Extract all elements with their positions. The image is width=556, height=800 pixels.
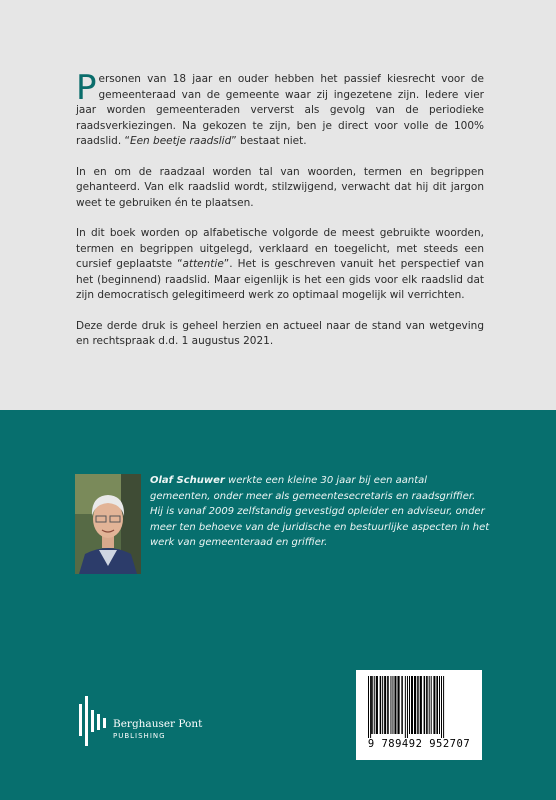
- back-cover-blurb: [76, 68, 484, 365]
- drop-cap-letter: P: [76, 68, 97, 108]
- author-portrait-icon: [75, 474, 141, 574]
- publisher-logo-icon: [75, 696, 109, 746]
- author-name: Olaf Schuwer: [150, 475, 225, 486]
- barcode-icon: [356, 670, 482, 740]
- blurb-paragraph-4: Deze derde druk is geheel herzien en actueel naar de stand van wetgeving en rechtspraak d.d. 1 augustus 2021.: [76, 319, 484, 347]
- blurb-paragraph-1: [76, 68, 484, 150]
- isbn-barcode: [356, 670, 482, 760]
- author-bio: [150, 473, 490, 551]
- blurb-paragraph-3-end: ”. Het is geschreven vanuit het perspectief van het (beginnend) raadslid. Maar eigenlijk is het een gids voor elk raadslid dat zijn democratisch gelegitimeerd werk zo optimaal mogelijk wil verrichten.: [76, 258, 484, 301]
- isbn-number: 9 789492 952707: [367, 738, 471, 750]
- blurb-paragraph-1-italic: Een beetje raadslid: [129, 135, 232, 147]
- blurb-paragraph-3-italic: attentie: [182, 258, 224, 270]
- publisher-name: Berghauser Pont: [113, 718, 203, 730]
- author-photo: [75, 474, 141, 574]
- publisher-logo: [75, 696, 215, 746]
- author-bio-text: werkte een kleine 30 jaar bij een aantal gemeenten, onder meer als gemeentesecretaris en raadsgriffier. Hij is vanaf 2009 zelfstandig gevestigd opleider en adviseur, onder meer ten behoeve van de juridische en bestuurlijke aspecten in het werk van gemeenteraad en griffier.: [150, 475, 490, 548]
- blurb-paragraph-1-end: ” bestaat niet.: [231, 135, 307, 147]
- blurb-paragraph-1-text: ersonen van 18 jaar en ouder hebben het passief kiesrecht voor de gemeenteraad van de gemeente waar zij ingezetene zijn. Iedere vier jaar worden gemeenteraden ververst als gevolg van de periodieke raadsverkiezingen. Na gekozen te zijn, ben je direct voor volle de 100% raadslid. “: [76, 73, 484, 147]
- blurb-paragraph-2: In en om de raadzaal worden tal van woorden, termen en begrippen gehanteerd. Van elk raadslid wordt, stilzwijgend, verwacht dat hij dit jargon weet te gebruiken én te plaatsen.: [76, 165, 484, 209]
- blurb-paragraph-3-text: In dit boek worden op alfabetische volgorde de meest gebruikte woorden, termen en begrippen uitgelegd, verklaard en toegelicht, met steeds een cursief geplaatste “: [76, 227, 484, 270]
- publisher-subline: PUBLISHING: [113, 732, 166, 740]
- blurb-paragraph-3: [76, 226, 484, 304]
